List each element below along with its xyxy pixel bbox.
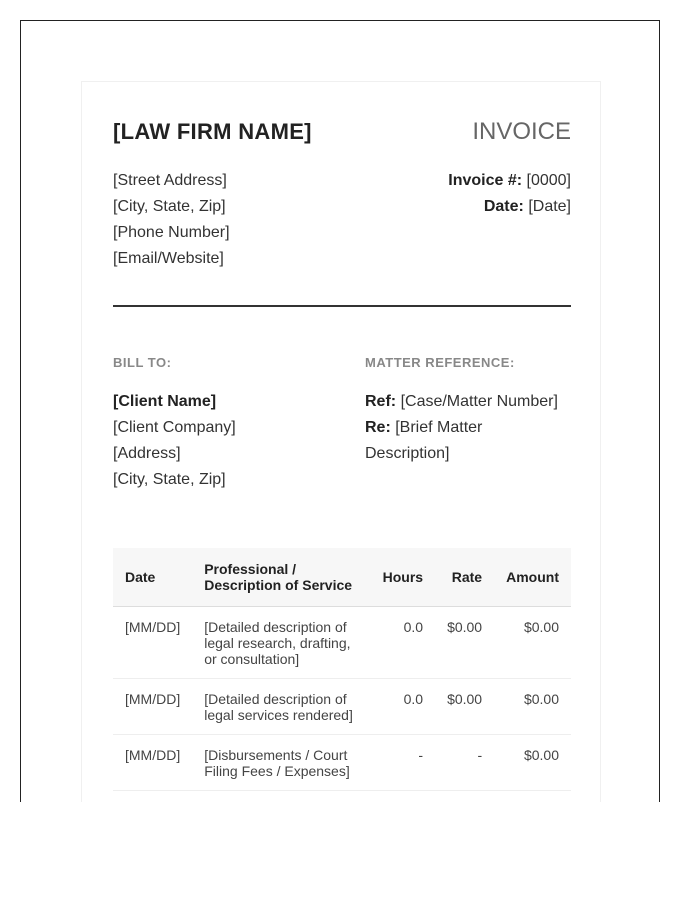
firm-address	[113, 168, 230, 272]
header-description: Professional / Description of Service	[192, 548, 370, 607]
invoice-date-label: Date:	[483, 198, 524, 215]
table-row	[113, 679, 571, 735]
row-amount: $0.00	[494, 679, 571, 735]
bill-to-block	[113, 389, 236, 493]
firm-street: [Street Address]	[113, 172, 227, 189]
invoice-number-value: [0000]	[526, 172, 571, 189]
row-description: [Detailed description of legal research, drafting, or consultation]	[192, 607, 370, 679]
table-row	[113, 735, 571, 791]
matter-re-label: Re:	[365, 419, 391, 436]
table-row	[113, 607, 571, 679]
matter-reference-label: MATTER REFERENCE:	[365, 355, 515, 370]
header-date: Date	[113, 548, 192, 607]
row-rate: $0.00	[435, 679, 494, 735]
row-description: [Disbursements / Court Filing Fees / Expenses]	[192, 735, 370, 791]
row-description: [Detailed description of legal services rendered]	[192, 679, 370, 735]
firm-name: [LAW FIRM NAME]	[113, 119, 312, 144]
matter-ref-value: [Case/Matter Number]	[400, 393, 558, 410]
row-rate: -	[435, 735, 494, 791]
header-rate: Rate	[435, 548, 494, 607]
row-date: [MM/DD]	[113, 679, 192, 735]
header-amount: Amount	[494, 548, 571, 607]
invoice-meta	[448, 168, 571, 220]
invoice-date	[448, 194, 571, 220]
header-hours: Hours	[371, 548, 435, 607]
invoice-title: INVOICE	[472, 118, 571, 145]
row-rate: $0.00	[435, 607, 494, 679]
invoice-date-value: [Date]	[528, 198, 571, 215]
row-amount: $0.00	[494, 607, 571, 679]
client-name: [Client Name]	[113, 393, 217, 410]
bill-to-label: BILL TO:	[113, 355, 172, 370]
row-hours: 0.0	[371, 679, 435, 735]
row-date: [MM/DD]	[113, 735, 192, 791]
firm-email: [Email/Website]	[113, 250, 224, 267]
header-divider	[113, 305, 571, 307]
matter-ref	[365, 389, 571, 415]
invoice-number	[448, 168, 571, 194]
client-city: [City, State, Zip]	[113, 471, 226, 488]
matter-re	[365, 415, 571, 467]
services-table	[113, 548, 571, 791]
matter-re-value: [Brief Matter Description]	[365, 419, 483, 462]
firm-city: [City, State, Zip]	[113, 198, 226, 215]
client-company: [Client Company]	[113, 419, 236, 436]
client-address: [Address]	[113, 445, 181, 462]
invoice-page	[81, 81, 601, 802]
document-frame	[20, 20, 660, 802]
firm-phone: [Phone Number]	[113, 224, 230, 241]
invoice-number-label: Invoice #:	[448, 172, 523, 189]
matter-block	[365, 389, 571, 467]
row-hours: 0.0	[371, 607, 435, 679]
row-date: [MM/DD]	[113, 607, 192, 679]
matter-ref-label: Ref:	[365, 393, 397, 410]
table-header-row	[113, 548, 571, 607]
row-amount: $0.00	[494, 735, 571, 791]
row-hours: -	[371, 735, 435, 791]
